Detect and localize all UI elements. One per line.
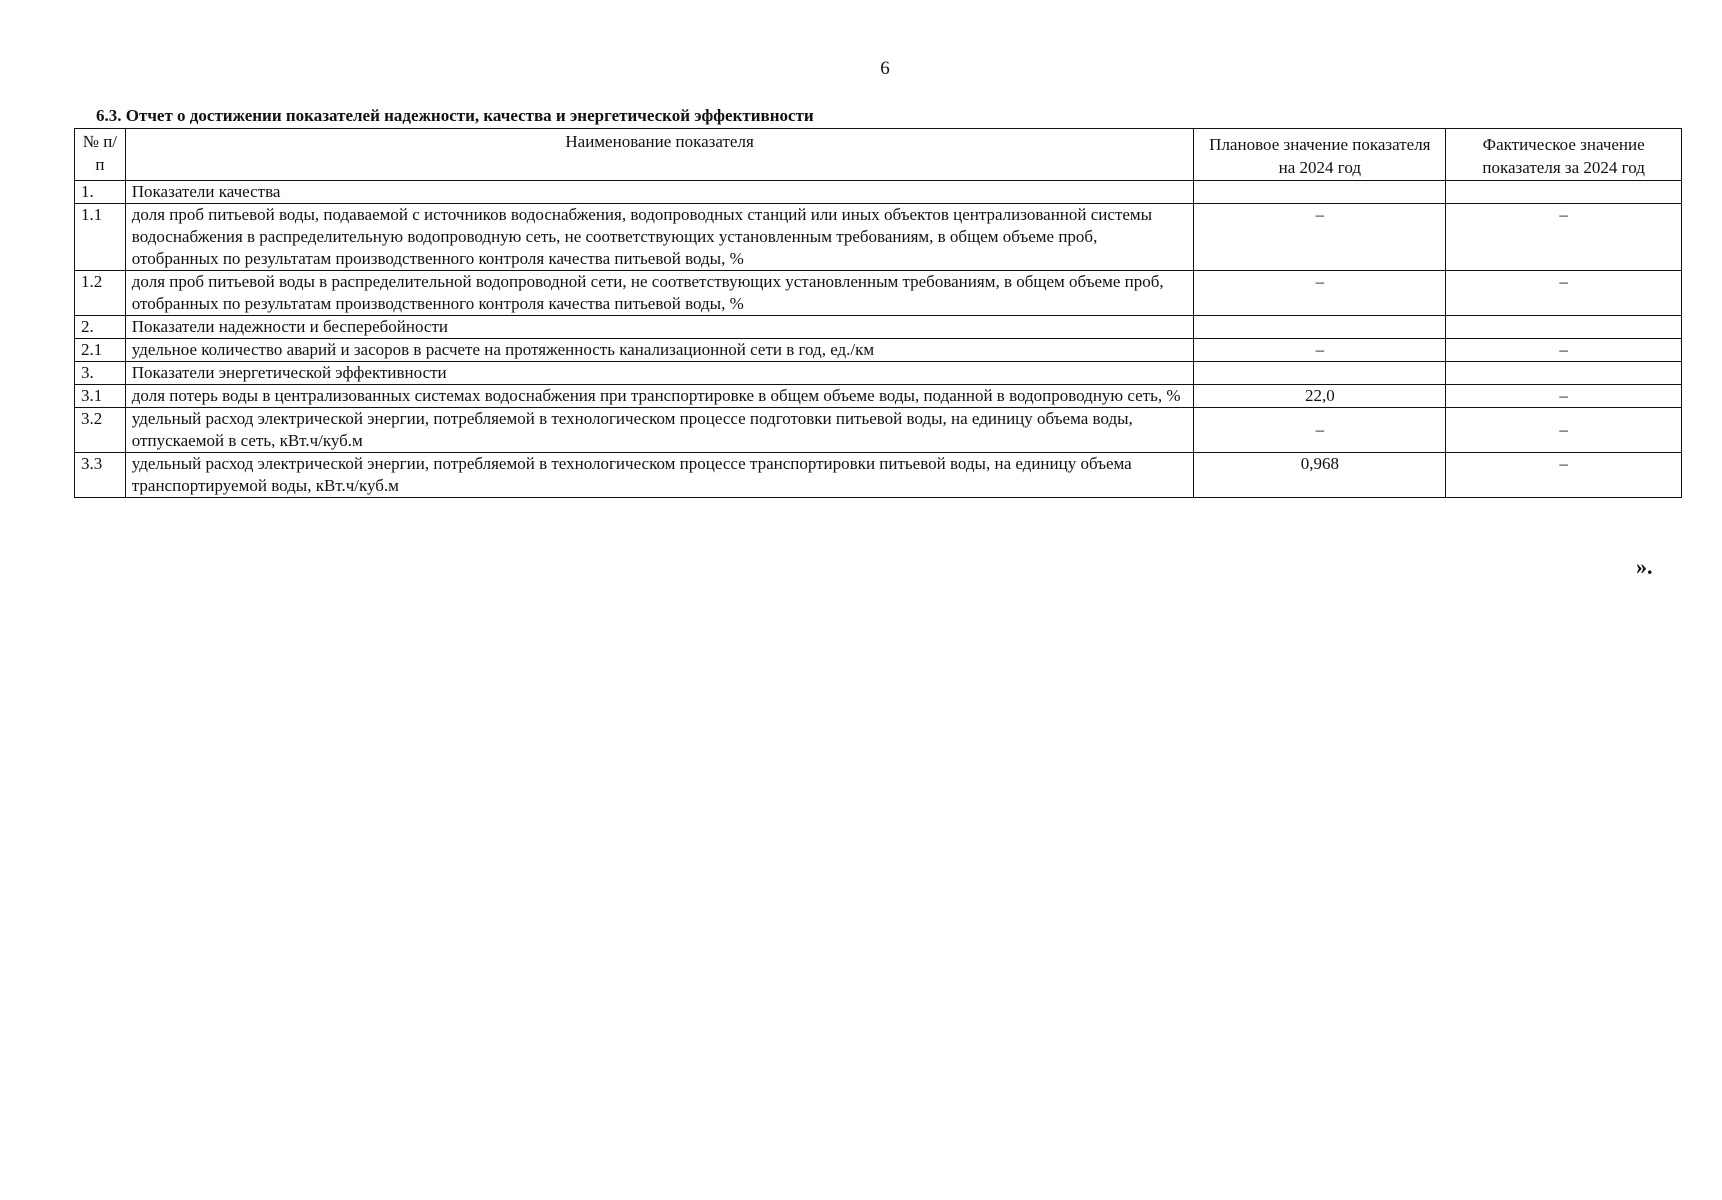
row-name: Показатели качества bbox=[125, 181, 1194, 204]
table-row bbox=[75, 181, 1682, 204]
row-num: 1. bbox=[75, 181, 126, 204]
row-fact: – bbox=[1446, 204, 1682, 271]
row-fact: – bbox=[1446, 453, 1682, 498]
row-num: 2. bbox=[75, 316, 126, 339]
header-name: Наименование показателя bbox=[125, 129, 1194, 181]
row-fact: – bbox=[1446, 408, 1682, 453]
row-name: доля потерь воды в централизованных системах водоснабжения при транспортировке в общем объеме воды, поданной в водопроводную сеть, % bbox=[125, 385, 1194, 408]
row-name: доля проб питьевой воды, подаваемой с источников водоснабжения, водопроводных станций или иных объектов централизованной системы водоснабжения в распределительную водопроводную сеть, не соответствующих установленным требованиям, в общем объеме проб, отобранных по результатам производственного контроля качества питьевой воды, % bbox=[125, 204, 1194, 271]
row-plan: – bbox=[1194, 271, 1446, 316]
row-plan: – bbox=[1194, 408, 1446, 453]
indicators-table bbox=[74, 128, 1682, 498]
page-number: 6 bbox=[880, 58, 890, 79]
row-name: удельный расход электрической энергии, потребляемой в технологическом процессе транспортировки питьевой воды, на единицу объема транспортируемой воды, кВт.ч/куб.м bbox=[125, 453, 1194, 498]
row-num: 3.1 bbox=[75, 385, 126, 408]
row-fact: – bbox=[1446, 339, 1682, 362]
row-fact bbox=[1446, 316, 1682, 339]
row-num: 1.1 bbox=[75, 204, 126, 271]
table-row bbox=[75, 339, 1682, 362]
section-title: 6.3. Отчет о достижении показателей надежности, качества и энергетической эффективности bbox=[96, 106, 814, 125]
row-num: 3.3 bbox=[75, 453, 126, 498]
table-row bbox=[75, 362, 1682, 385]
row-plan bbox=[1194, 181, 1446, 204]
table-row bbox=[75, 385, 1682, 408]
row-fact bbox=[1446, 362, 1682, 385]
row-plan: – bbox=[1194, 339, 1446, 362]
row-num: 3.2 bbox=[75, 408, 126, 453]
row-name: Показатели энергетической эффективности bbox=[125, 362, 1194, 385]
header-num: № п/п bbox=[75, 129, 126, 181]
table-header-row bbox=[75, 129, 1682, 181]
header-plan: Плановое значение показателя на 2024 год bbox=[1194, 129, 1446, 181]
row-num: 3. bbox=[75, 362, 126, 385]
table-row bbox=[75, 204, 1682, 271]
row-plan: 0,968 bbox=[1194, 453, 1446, 498]
table-row bbox=[75, 271, 1682, 316]
row-plan bbox=[1194, 362, 1446, 385]
row-num: 2.1 bbox=[75, 339, 126, 362]
table-row bbox=[75, 316, 1682, 339]
row-plan: 22,0 bbox=[1194, 385, 1446, 408]
closing-quote-mark: ». bbox=[1636, 554, 1653, 579]
table-row bbox=[75, 408, 1682, 453]
row-fact bbox=[1446, 181, 1682, 204]
row-fact: – bbox=[1446, 271, 1682, 316]
row-plan bbox=[1194, 316, 1446, 339]
row-name: доля проб питьевой воды в распределительной водопроводной сети, не соответствующих установленным требованиям, в общем объеме проб, отобранных по результатам производственного контроля качества питьевой воды, % bbox=[125, 271, 1194, 316]
header-fact: Фактическое значение показателя за 2024 год bbox=[1446, 129, 1682, 181]
row-name: Показатели надежности и бесперебойности bbox=[125, 316, 1194, 339]
row-num: 1.2 bbox=[75, 271, 126, 316]
row-name: удельный расход электрической энергии, потребляемой в технологическом процессе подготовки питьевой воды, на единицу объема воды, отпускаемой в сеть, кВт.ч/куб.м bbox=[125, 408, 1194, 453]
row-fact: – bbox=[1446, 385, 1682, 408]
table-row bbox=[75, 453, 1682, 498]
row-plan: – bbox=[1194, 204, 1446, 271]
row-name: удельное количество аварий и засоров в расчете на протяженность канализационной сети в год, ед./км bbox=[125, 339, 1194, 362]
